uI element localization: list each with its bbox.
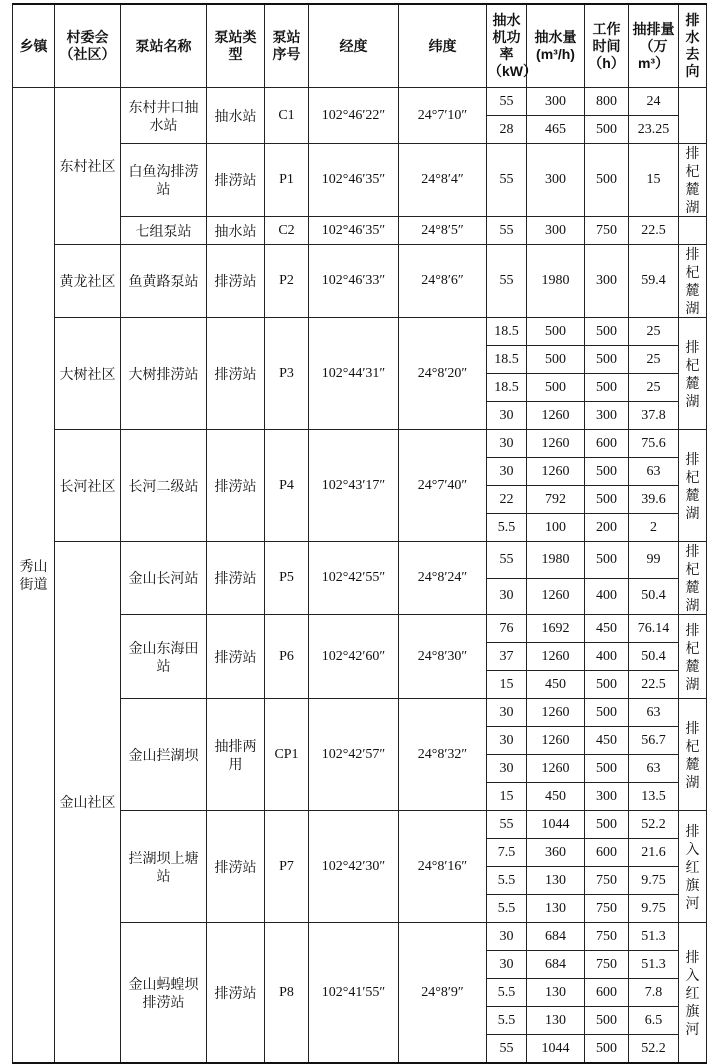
station-type-cell: 排涝站 bbox=[207, 615, 265, 699]
station-code-cell: P1 bbox=[265, 144, 309, 217]
hours-cell: 450 bbox=[585, 727, 629, 755]
outflow-cell: 排杞麓湖 bbox=[679, 615, 707, 699]
latitude-cell: 24°8′16″ bbox=[399, 811, 487, 923]
volume-cell: 1692 bbox=[527, 615, 585, 643]
station-type-cell: 排涝站 bbox=[207, 245, 265, 318]
power-cell: 30 bbox=[487, 923, 527, 951]
power-cell: 28 bbox=[487, 116, 527, 144]
community-cell: 东村社区 bbox=[55, 88, 121, 245]
discharge-cell: 21.6 bbox=[629, 839, 679, 867]
hours-cell: 400 bbox=[585, 643, 629, 671]
station-name-cell: 金山东海田站 bbox=[121, 615, 207, 699]
discharge-cell: 52.2 bbox=[629, 1035, 679, 1064]
discharge-cell: 25 bbox=[629, 318, 679, 346]
discharge-cell: 24 bbox=[629, 88, 679, 116]
volume-cell: 300 bbox=[527, 88, 585, 116]
table-row bbox=[13, 542, 707, 579]
station-type-cell: 抽水站 bbox=[207, 217, 265, 245]
volume-cell: 684 bbox=[527, 951, 585, 979]
power-cell: 22 bbox=[487, 486, 527, 514]
volume-cell: 1260 bbox=[527, 458, 585, 486]
hours-cell: 600 bbox=[585, 430, 629, 458]
discharge-cell: 52.2 bbox=[629, 811, 679, 839]
latitude-cell: 24°7′40″ bbox=[399, 430, 487, 542]
power-cell: 30 bbox=[487, 402, 527, 430]
longitude-cell: 102°44′31″ bbox=[309, 318, 399, 430]
hours-cell: 750 bbox=[585, 867, 629, 895]
power-cell: 5.5 bbox=[487, 514, 527, 542]
station-code-cell: P7 bbox=[265, 811, 309, 923]
header-longitude: 经度 bbox=[309, 4, 399, 88]
power-cell: 15 bbox=[487, 671, 527, 699]
power-cell: 7.5 bbox=[487, 839, 527, 867]
discharge-cell: 25 bbox=[629, 374, 679, 402]
station-code-cell: P3 bbox=[265, 318, 309, 430]
power-cell: 5.5 bbox=[487, 895, 527, 923]
discharge-cell: 51.3 bbox=[629, 951, 679, 979]
volume-cell: 130 bbox=[527, 867, 585, 895]
hours-cell: 500 bbox=[585, 346, 629, 374]
outflow-cell: 排杞麓湖 bbox=[679, 699, 707, 811]
discharge-cell: 99 bbox=[629, 542, 679, 579]
hours-cell: 500 bbox=[585, 811, 629, 839]
discharge-cell: 39.6 bbox=[629, 486, 679, 514]
latitude-cell: 24°8′5″ bbox=[399, 217, 487, 245]
latitude-cell: 24°8′4″ bbox=[399, 144, 487, 217]
discharge-cell: 37.8 bbox=[629, 402, 679, 430]
outflow-cell: 排入红旗河 bbox=[679, 923, 707, 1064]
discharge-cell: 15 bbox=[629, 144, 679, 217]
hours-cell: 500 bbox=[585, 458, 629, 486]
station-code-cell: P6 bbox=[265, 615, 309, 699]
power-cell: 55 bbox=[487, 542, 527, 579]
discharge-cell: 2 bbox=[629, 514, 679, 542]
volume-cell: 1260 bbox=[527, 578, 585, 615]
header-pump-volume: 抽水量(m³/h) bbox=[527, 4, 585, 88]
station-type-cell: 排涝站 bbox=[207, 430, 265, 542]
volume-cell: 360 bbox=[527, 839, 585, 867]
table-row bbox=[13, 245, 707, 318]
volume-cell: 792 bbox=[527, 486, 585, 514]
header-town: 乡镇 bbox=[13, 4, 55, 88]
longitude-cell: 102°46′35″ bbox=[309, 144, 399, 217]
station-type-cell: 排涝站 bbox=[207, 811, 265, 923]
longitude-cell: 102°46′35″ bbox=[309, 217, 399, 245]
latitude-cell: 24°8′24″ bbox=[399, 542, 487, 615]
station-type-cell: 抽排两用 bbox=[207, 699, 265, 811]
station-name-cell: 金山长河站 bbox=[121, 542, 207, 615]
hours-cell: 500 bbox=[585, 1007, 629, 1035]
power-cell: 18.5 bbox=[487, 374, 527, 402]
station-code-cell: P5 bbox=[265, 542, 309, 615]
hours-cell: 500 bbox=[585, 486, 629, 514]
hours-cell: 500 bbox=[585, 755, 629, 783]
hours-cell: 500 bbox=[585, 699, 629, 727]
latitude-cell: 24°8′6″ bbox=[399, 245, 487, 318]
power-cell: 5.5 bbox=[487, 867, 527, 895]
header-station-type: 泵站类型 bbox=[207, 4, 265, 88]
outflow-cell: 排杞麓湖 bbox=[679, 144, 707, 217]
discharge-cell: 50.4 bbox=[629, 643, 679, 671]
discharge-cell: 63 bbox=[629, 755, 679, 783]
volume-cell: 684 bbox=[527, 923, 585, 951]
station-name-cell: 鱼黄路泵站 bbox=[121, 245, 207, 318]
header-latitude: 纬度 bbox=[399, 4, 487, 88]
hours-cell: 200 bbox=[585, 514, 629, 542]
power-cell: 18.5 bbox=[487, 346, 527, 374]
discharge-cell: 63 bbox=[629, 699, 679, 727]
station-code-cell: C1 bbox=[265, 88, 309, 144]
station-code-cell: C2 bbox=[265, 217, 309, 245]
volume-cell: 500 bbox=[527, 346, 585, 374]
volume-cell: 1260 bbox=[527, 402, 585, 430]
table-row bbox=[13, 318, 707, 346]
power-cell: 55 bbox=[487, 144, 527, 217]
longitude-cell: 102°42′57″ bbox=[309, 699, 399, 811]
outflow-cell: 排入红旗河 bbox=[679, 811, 707, 923]
discharge-cell: 6.5 bbox=[629, 1007, 679, 1035]
station-name-cell: 拦湖坝上塘站 bbox=[121, 811, 207, 923]
longitude-cell: 102°42′30″ bbox=[309, 811, 399, 923]
power-cell: 30 bbox=[487, 578, 527, 615]
station-code-cell: P2 bbox=[265, 245, 309, 318]
longitude-cell: 102°43′17″ bbox=[309, 430, 399, 542]
hours-cell: 300 bbox=[585, 783, 629, 811]
longitude-cell: 102°42′55″ bbox=[309, 542, 399, 615]
power-cell: 55 bbox=[487, 217, 527, 245]
volume-cell: 450 bbox=[527, 671, 585, 699]
longitude-cell: 102°42′60″ bbox=[309, 615, 399, 699]
power-cell: 18.5 bbox=[487, 318, 527, 346]
volume-cell: 1980 bbox=[527, 542, 585, 579]
volume-cell: 130 bbox=[527, 1007, 585, 1035]
station-type-cell: 排涝站 bbox=[207, 923, 265, 1064]
header-row bbox=[13, 4, 707, 88]
hours-cell: 600 bbox=[585, 979, 629, 1007]
discharge-cell: 9.75 bbox=[629, 867, 679, 895]
discharge-cell: 7.8 bbox=[629, 979, 679, 1007]
power-cell: 30 bbox=[487, 727, 527, 755]
volume-cell: 130 bbox=[527, 979, 585, 1007]
power-cell: 15 bbox=[487, 783, 527, 811]
hours-cell: 400 bbox=[585, 578, 629, 615]
station-name-cell: 金山拦湖坝 bbox=[121, 699, 207, 811]
volume-cell: 130 bbox=[527, 895, 585, 923]
station-type-cell: 排涝站 bbox=[207, 318, 265, 430]
outflow-cell bbox=[679, 88, 707, 144]
station-name-cell: 长河二级站 bbox=[121, 430, 207, 542]
power-cell: 30 bbox=[487, 699, 527, 727]
header-discharge: 抽排量（万m³） bbox=[629, 4, 679, 88]
community-cell: 黄龙社区 bbox=[55, 245, 121, 318]
outflow-cell: 排杞麓湖 bbox=[679, 318, 707, 430]
latitude-cell: 24°7′10″ bbox=[399, 88, 487, 144]
power-cell: 55 bbox=[487, 811, 527, 839]
power-cell: 30 bbox=[487, 755, 527, 783]
latitude-cell: 24°8′32″ bbox=[399, 699, 487, 811]
header-station-name: 泵站名称 bbox=[121, 4, 207, 88]
station-name-cell: 金山蚂蝗坝排涝站 bbox=[121, 923, 207, 1064]
volume-cell: 300 bbox=[527, 217, 585, 245]
outflow-cell: 排杞麓湖 bbox=[679, 542, 707, 615]
power-cell: 30 bbox=[487, 458, 527, 486]
volume-cell: 465 bbox=[527, 116, 585, 144]
longitude-cell: 102°41′55″ bbox=[309, 923, 399, 1064]
station-name-cell: 大树排涝站 bbox=[121, 318, 207, 430]
community-cell: 大树社区 bbox=[55, 318, 121, 430]
discharge-cell: 63 bbox=[629, 458, 679, 486]
header-community: 村委会（社区） bbox=[55, 4, 121, 88]
power-cell: 37 bbox=[487, 643, 527, 671]
discharge-cell: 25 bbox=[629, 346, 679, 374]
town-cell: 秀山街道 bbox=[13, 88, 55, 1064]
volume-cell: 300 bbox=[527, 144, 585, 217]
table-row bbox=[13, 88, 707, 116]
hours-cell: 500 bbox=[585, 542, 629, 579]
volume-cell: 1260 bbox=[527, 643, 585, 671]
hours-cell: 500 bbox=[585, 116, 629, 144]
discharge-cell: 23.25 bbox=[629, 116, 679, 144]
header-pump-power: 抽水机功率（kW） bbox=[487, 4, 527, 88]
power-cell: 76 bbox=[487, 615, 527, 643]
outflow-cell: 排杞麓湖 bbox=[679, 245, 707, 318]
volume-cell: 100 bbox=[527, 514, 585, 542]
longitude-cell: 102°46′33″ bbox=[309, 245, 399, 318]
volume-cell: 1980 bbox=[527, 245, 585, 318]
volume-cell: 500 bbox=[527, 318, 585, 346]
volume-cell: 500 bbox=[527, 374, 585, 402]
hours-cell: 500 bbox=[585, 671, 629, 699]
discharge-cell: 75.6 bbox=[629, 430, 679, 458]
table-body bbox=[13, 88, 707, 1064]
hours-cell: 500 bbox=[585, 374, 629, 402]
volume-cell: 1260 bbox=[527, 727, 585, 755]
hours-cell: 750 bbox=[585, 217, 629, 245]
hours-cell: 750 bbox=[585, 895, 629, 923]
header-work-hours: 工作时间（h） bbox=[585, 4, 629, 88]
outflow-cell: 排杞麓湖 bbox=[679, 430, 707, 542]
power-cell: 55 bbox=[487, 1035, 527, 1064]
station-type-cell: 排涝站 bbox=[207, 542, 265, 615]
latitude-cell: 24°8′20″ bbox=[399, 318, 487, 430]
hours-cell: 800 bbox=[585, 88, 629, 116]
volume-cell: 1044 bbox=[527, 811, 585, 839]
power-cell: 55 bbox=[487, 245, 527, 318]
station-name-cell: 七组泵站 bbox=[121, 217, 207, 245]
header-outflow: 排水去向 bbox=[679, 4, 707, 88]
power-cell: 30 bbox=[487, 951, 527, 979]
volume-cell: 1260 bbox=[527, 755, 585, 783]
discharge-cell: 51.3 bbox=[629, 923, 679, 951]
longitude-cell: 102°46′22″ bbox=[309, 88, 399, 144]
power-cell: 55 bbox=[487, 88, 527, 116]
hours-cell: 300 bbox=[585, 402, 629, 430]
station-name-cell: 东村井口抽水站 bbox=[121, 88, 207, 144]
header-station-code: 泵站序号 bbox=[265, 4, 309, 88]
discharge-cell: 22.5 bbox=[629, 671, 679, 699]
community-cell: 长河社区 bbox=[55, 430, 121, 542]
hours-cell: 450 bbox=[585, 615, 629, 643]
station-code-cell: P4 bbox=[265, 430, 309, 542]
station-type-cell: 排涝站 bbox=[207, 144, 265, 217]
hours-cell: 750 bbox=[585, 923, 629, 951]
hours-cell: 500 bbox=[585, 1035, 629, 1064]
hours-cell: 300 bbox=[585, 245, 629, 318]
outflow-cell bbox=[679, 217, 707, 245]
community-cell: 金山社区 bbox=[55, 542, 121, 1064]
station-type-cell: 抽水站 bbox=[207, 88, 265, 144]
table-row bbox=[13, 430, 707, 458]
pump-station-table bbox=[12, 3, 707, 1064]
volume-cell: 1044 bbox=[527, 1035, 585, 1064]
volume-cell: 450 bbox=[527, 783, 585, 811]
latitude-cell: 24°8′9″ bbox=[399, 923, 487, 1064]
discharge-cell: 76.14 bbox=[629, 615, 679, 643]
hours-cell: 500 bbox=[585, 318, 629, 346]
discharge-cell: 50.4 bbox=[629, 578, 679, 615]
volume-cell: 1260 bbox=[527, 430, 585, 458]
discharge-cell: 56.7 bbox=[629, 727, 679, 755]
discharge-cell: 22.5 bbox=[629, 217, 679, 245]
discharge-cell: 59.4 bbox=[629, 245, 679, 318]
power-cell: 30 bbox=[487, 430, 527, 458]
power-cell: 5.5 bbox=[487, 979, 527, 1007]
station-name-cell: 白鱼沟排涝站 bbox=[121, 144, 207, 217]
discharge-cell: 9.75 bbox=[629, 895, 679, 923]
volume-cell: 1260 bbox=[527, 699, 585, 727]
hours-cell: 750 bbox=[585, 951, 629, 979]
hours-cell: 600 bbox=[585, 839, 629, 867]
power-cell: 5.5 bbox=[487, 1007, 527, 1035]
station-code-cell: CP1 bbox=[265, 699, 309, 811]
latitude-cell: 24°8′30″ bbox=[399, 615, 487, 699]
discharge-cell: 13.5 bbox=[629, 783, 679, 811]
station-code-cell: P8 bbox=[265, 923, 309, 1064]
hours-cell: 500 bbox=[585, 144, 629, 217]
